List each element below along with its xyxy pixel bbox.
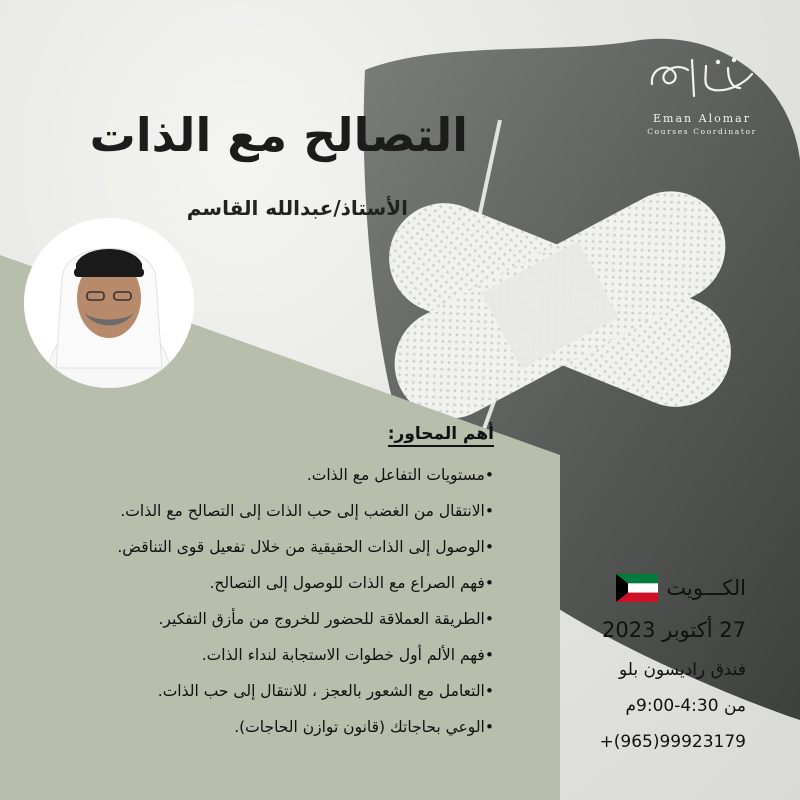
logo-name: Eman Alomar (653, 112, 751, 125)
topic-item: •الانتقال من الغضب إلى حب الذات إلى التصالح مع الذات. (120, 502, 494, 520)
topic-item: •فهم الألم أول خطوات الاستجابة لنداء الذات. (201, 646, 494, 664)
event-time: من 4:30-9:00م (625, 696, 746, 716)
topic-item: •مستويات التفاعل مع الذات. (306, 466, 494, 484)
topics-section (34, 424, 494, 745)
topics-heading: أهم المحاور: (388, 424, 494, 447)
topic-item: •الوعي بحاجاتك (قانون توازن الحاجات). (234, 718, 494, 736)
calligraphy-logo-icon (632, 48, 772, 110)
speaker-avatar-icon (24, 218, 194, 388)
brand-logo (632, 48, 772, 143)
speaker-name: الأستاذ/عبدالله القاسم (186, 196, 408, 220)
country-row (516, 568, 746, 608)
event-date: 27 أكتوبر 2023 (602, 618, 746, 642)
speaker-photo (24, 218, 194, 388)
topic-item: •الوصول إلى الذات الحقيقية من خلال تفعيل قوى التناقض. (117, 538, 494, 556)
event-venue: فندق راديسون بلو (619, 660, 746, 680)
topic-item: •فهم الصراع مع الذات للوصول إلى التصالح. (209, 574, 494, 592)
topic-item: •التعامل مع الشعور بالعجز ، للانتقال إلى حب الذات. (157, 682, 494, 700)
logo-subtitle: Courses Coordinator (647, 127, 757, 136)
page-title: التصالح مع الذات (89, 108, 468, 162)
topics-list (34, 457, 494, 745)
topic-item: •الطريقة العملاقة للحضور للخروج من مأزق التفكير. (158, 610, 494, 628)
kuwait-flag-icon (616, 574, 658, 602)
event-country: الكـــويت (666, 576, 746, 600)
event-phone: +(965)99923179 (599, 732, 746, 752)
event-details (516, 568, 746, 760)
